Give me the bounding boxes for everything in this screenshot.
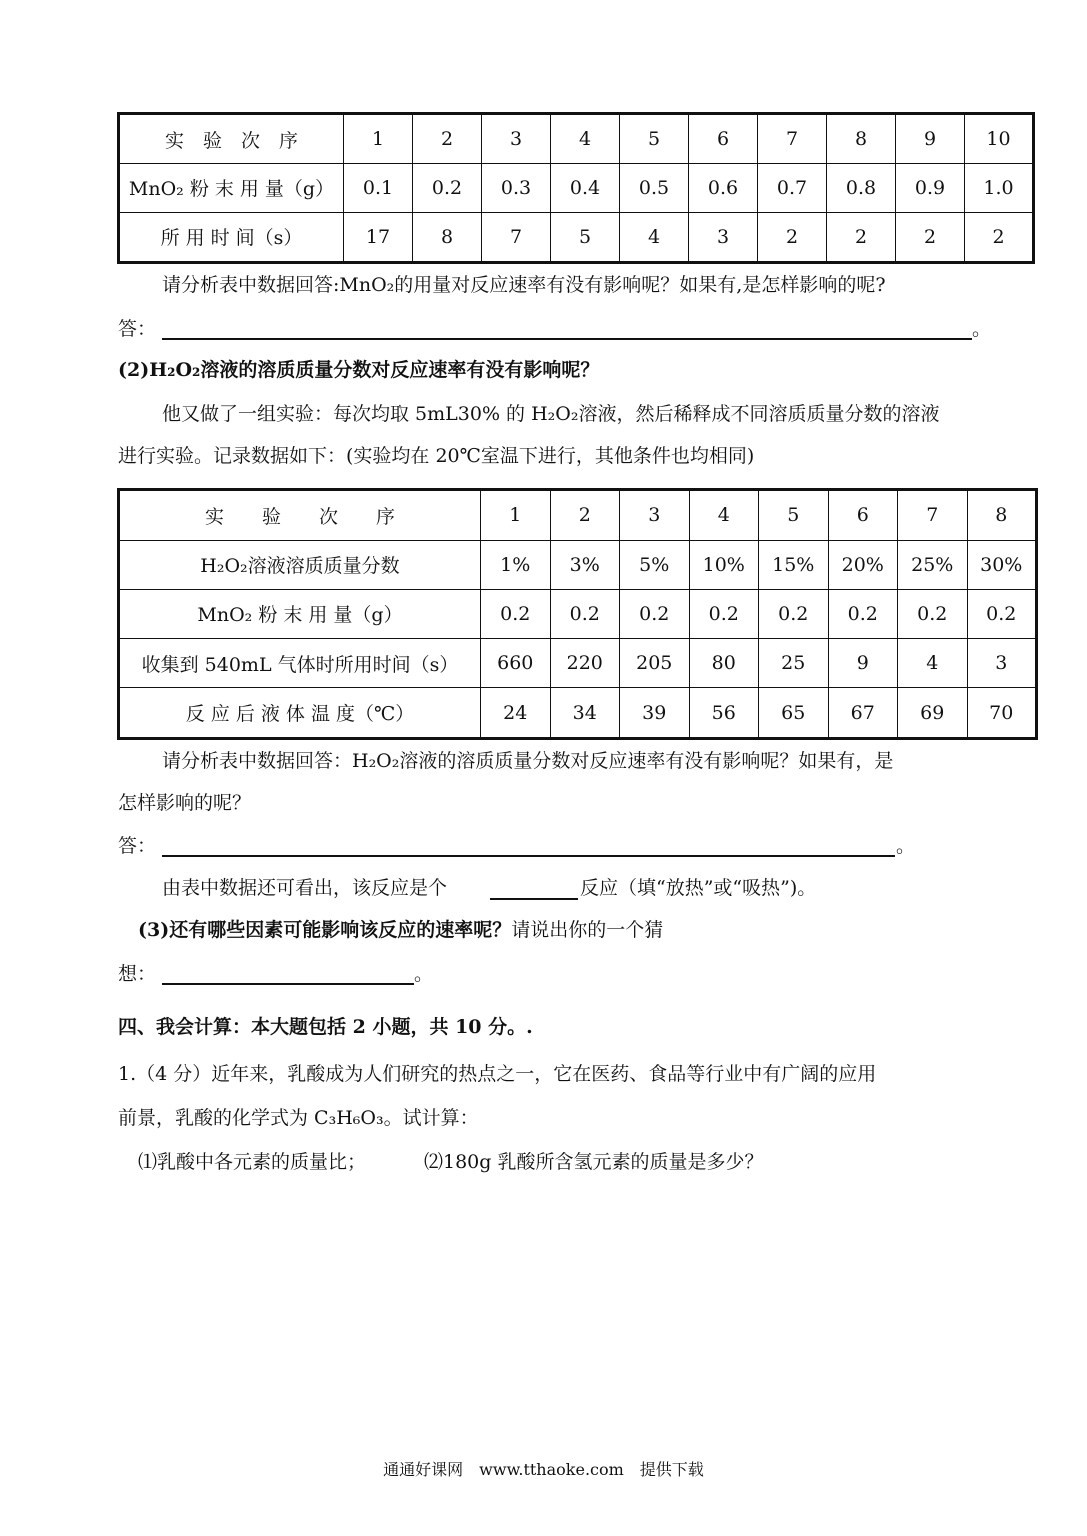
table-cell: 34 [550,688,620,739]
table-cell: 70 [967,688,1037,739]
table-cell: 0.9 [896,164,965,213]
table-cell: 3 [967,639,1037,688]
q3-line1 [138,918,663,942]
table-cell: 10 [965,114,1034,164]
table-cell: 205 [620,639,690,688]
table-cell: 2 [827,212,896,262]
table-cell: 4 [689,490,759,541]
table-cell: 65 [759,688,829,739]
calc1-sub1: ⑴乳酸中各元素的质量比； [138,1151,367,1173]
q2-heading: (2)H₂O₂溶液的溶质质量分数对反应速率有没有影响呢？ [118,359,600,381]
q2b-heat-suffix: 反应（填“放热”或“吸热”)。 [580,877,817,899]
q2b-answer-blank[interactable] [162,855,895,857]
table-row [119,212,1034,262]
table-cell: 8 [827,114,896,164]
table-cell: 69 [898,688,968,739]
table-cell: 6 [828,490,898,541]
table-cell: 0.8 [827,164,896,213]
table-cell: 9 [896,114,965,164]
table-cell: 3 [689,212,758,262]
table-cell: 0.1 [344,164,413,213]
table-cell: 3% [550,540,620,589]
table-cell: 2 [758,212,827,262]
q1-prompt: 请分析表中数据回答:MnO₂的用量对反应速率有没有影响呢？如果有,是怎样影响的呢? [162,274,886,296]
table-cell: 1 [344,114,413,164]
table-cell: 5 [551,212,620,262]
table-cell: 24 [481,688,551,739]
table-row [119,639,1037,688]
row-label: H₂O₂溶液溶质质量分数 [119,540,481,589]
row-label: MnO₂ 粉 末 用 量（g） [119,164,344,213]
table-cell: 8 [413,212,482,262]
table-row [119,164,1034,213]
q1-answer-label: 答： [118,318,157,340]
table-cell: 15% [759,540,829,589]
table-cell: 0.2 [898,589,968,638]
q2b-answer-end: 。 [896,835,916,857]
q1-answer-blank[interactable] [162,338,972,340]
table-cell: 2 [896,212,965,262]
calc1-line2: 前景，乳酸的化学式为 C₃H₆O₃。试计算： [118,1107,479,1129]
table-cell: 3 [620,490,690,541]
table-cell: 2 [413,114,482,164]
table-cell: 25 [759,639,829,688]
table-cell: 0.2 [620,589,690,638]
q2b-prompt-line1: 请分析表中数据回答：H₂O₂溶液的溶质质量分数对反应速率有没有影响呢？如果有，是 [162,750,894,772]
table-cell: 4 [898,639,968,688]
section4-heading: 四、我会计算：本大题包括 2 小题，共 10 分。. [118,1016,533,1038]
row-label: MnO₂ 粉 末 用 量（g） [119,589,481,638]
table-row [119,589,1037,638]
table-cell: 0.5 [620,164,689,213]
table-cell: 2 [965,212,1034,262]
table-cell: 1.0 [965,164,1034,213]
calc1-line1: 1.（4 分）近年来，乳酸成为人们研究的热点之一，它在医药、食品等行业中有广阔的应用 [118,1063,877,1085]
calc1-sub2: ⑵180g 乳酸所含氢元素的质量是多少？ [424,1151,764,1173]
table-cell: 1 [481,490,551,541]
q3-heading: (3)还有哪些因素可能影响该反应的速率呢？ [138,919,512,941]
table-cell: 0.4 [551,164,620,213]
table-cell: 7 [898,490,968,541]
table-cell: 4 [620,212,689,262]
table-cell: 220 [550,639,620,688]
q3-heading-rest: 请说出你的一个猜 [511,919,664,941]
q2-intro-line1: 他又做了一组实验：每次均取 5mL30% 的 H₂O₂溶液，然后稀释成不同溶质质量分数的溶液 [162,403,940,425]
row-label: 收集到 540mL 气体时所用时间（s） [119,639,481,688]
q3-answer-blank[interactable] [162,983,414,985]
table-cell: 0.2 [828,589,898,638]
q2-intro-line2: 进行实验。记录数据如下：(实验均在 20℃室温下进行，其他条件也均相同) [118,445,755,467]
table-cell: 17 [344,212,413,262]
table-cell: 4 [551,114,620,164]
table-row [119,540,1037,589]
table-mno2-amount [117,112,1035,264]
table-cell: 30% [967,540,1037,589]
table-cell: 0.2 [967,589,1037,638]
table-cell: 2 [550,490,620,541]
table-cell: 25% [898,540,968,589]
table-cell: 9 [828,639,898,688]
table-cell: 8 [967,490,1037,541]
q2b-prompt-line2: 怎样影响的呢？ [118,792,252,814]
table-cell: 3 [482,114,551,164]
table-cell: 0.2 [550,589,620,638]
q2b-heat-prefix: 由表中数据还可看出，该反应是个 [162,877,448,899]
table-h2o2-concentration [117,488,1038,740]
table-cell: 67 [828,688,898,739]
table-cell: 0.6 [689,164,758,213]
table-row [119,490,1037,541]
table-cell: 660 [481,639,551,688]
table-cell: 5 [620,114,689,164]
row-label: 所 用 时 间（s） [119,212,344,262]
table-cell: 6 [689,114,758,164]
table-cell: 80 [689,639,759,688]
table-cell: 10% [689,540,759,589]
row-label: 实 验 次 序 [119,490,481,541]
q3-line2-end: 。 [414,963,434,985]
q1-answer-end: 。 [972,318,992,340]
table-cell: 5 [759,490,829,541]
q2b-heat-blank[interactable] [490,898,578,900]
table-cell: 56 [689,688,759,739]
table-cell: 7 [482,212,551,262]
page-footer: 通通好课网 www.tthaoke.com 提供下载 [383,1460,704,1479]
table-cell: 5% [620,540,690,589]
table-cell: 0.2 [481,589,551,638]
table-cell: 0.2 [413,164,482,213]
q3-line2-label: 想： [118,963,157,985]
table-cell: 0.2 [759,589,829,638]
table-cell: 1% [481,540,551,589]
row-label: 反 应 后 液 体 温 度（℃） [119,688,481,739]
table-cell: 7 [758,114,827,164]
table-cell: 0.7 [758,164,827,213]
row-label: 实 验 次 序 [119,114,344,164]
table-cell: 39 [620,688,690,739]
table-row [119,688,1037,739]
table-row [119,114,1034,164]
table-cell: 20% [828,540,898,589]
q2b-answer-label: 答： [118,835,157,857]
table-cell: 0.3 [482,164,551,213]
table-cell: 0.2 [689,589,759,638]
